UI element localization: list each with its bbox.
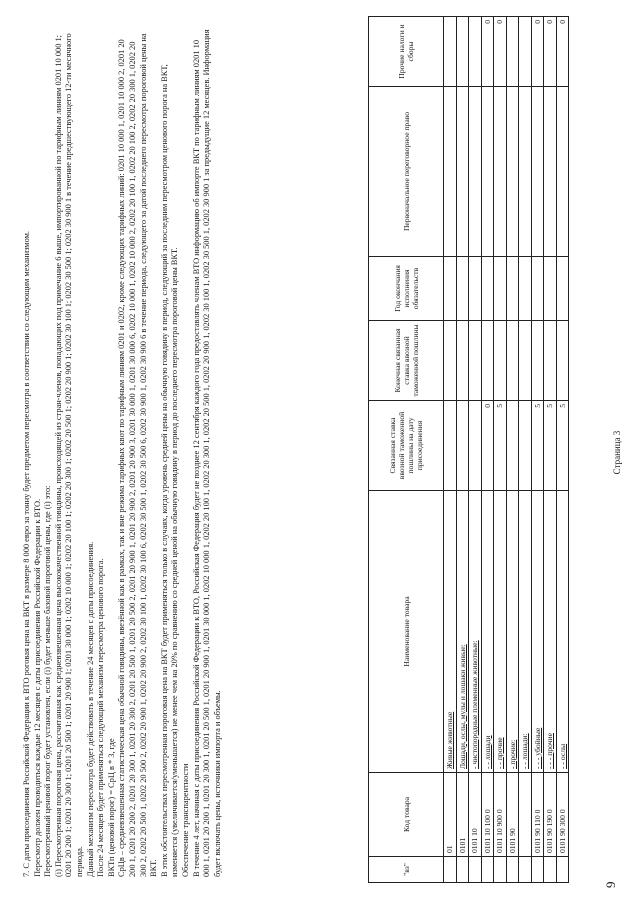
- header-inr: Первоначальное переговорное право: [369, 87, 444, 257]
- table-header-row: [369, 17, 444, 883]
- cell-year: [531, 257, 544, 321]
- cell-final-rate: [469, 321, 482, 401]
- cell-inr: [481, 87, 494, 257]
- cell-year: [456, 257, 469, 321]
- cell-inr: [469, 87, 482, 257]
- cell-name: - - - прочие: [544, 491, 557, 773]
- cell-other-duties: 0: [544, 17, 557, 87]
- cell-mark: [556, 857, 569, 883]
- cell-inr: [519, 87, 532, 257]
- page-number: 9: [603, 881, 618, 888]
- cell-other-duties: [444, 17, 457, 87]
- cell-year: [519, 257, 532, 321]
- paragraph: Данный механизм пересмотра будет действовать в течение 24 месяцев с даты присоединения.: [85, 541, 95, 877]
- table-row: [519, 17, 532, 883]
- cell-other-duties: [456, 17, 469, 87]
- cell-code: [519, 773, 532, 857]
- cell-name: - - лошади: [481, 491, 494, 773]
- cell-final-rate: [481, 321, 494, 401]
- cell-mark: [544, 857, 557, 883]
- cell-name: - - прочие: [494, 491, 507, 773]
- table-row: [506, 17, 519, 883]
- paragraph: СрЦв – средневзвешенная статистическая цена обычной говядины, ввезённой как в рамках, так и вне режима тарифных квот по тарифным линиям 0201 и 0202, кроме следующих тарифных линий: 0201 10 000 1, 0201 10 000 2, 0201 20 200 1, 0201 20 200 2, 0201 20 300 1, 0201 20 300 2, 0201 20 500 1, 0201 20 500 2, 0201 20 900 1, 0201 20 900 2, 0201 20 900 3, 0201 30 000 1, 0201 30 000 6, 0202 10 000 1, 0202 10 000 2, 0202 20 100 1, 0202 20 100 2, 0202 20 300 1, 0202 20 300 2, 0202 20 500 1, 0202 20 500 2, 0202 20 900 1, 0202 20 900 2, 0202 30 100 1, 0202 30 100 6, 0202 30 500 1, 0202 30 500 6, 0202 30 900 1, 0202 30 900 6 в течение периода, следующего за датой последнего пересмотра пороговой цены на ВКТ.: [117, 33, 159, 877]
- table-row: [444, 17, 457, 883]
- cell-other-duties: [506, 17, 519, 87]
- cell-bound-rate: [469, 401, 482, 491]
- page-footer: Страница 3: [612, 430, 622, 475]
- cell-other-duties: [519, 17, 532, 87]
- paragraph: Пересмотренный ценовой порог будет установлен, если (i) будет меньше базовой пороговой цены, где (i) это:: [43, 485, 53, 877]
- cell-mark: [519, 857, 532, 883]
- paragraph: После 24 месяцев будет применяться следующий механизм пересмотра ценового порога.: [96, 558, 106, 877]
- header-name: Наименование товара: [369, 491, 444, 773]
- cell-year: [444, 257, 457, 321]
- paragraph: ВКТп (ценовой порог) = СрЦ в * 3, где: [106, 738, 116, 877]
- cell-name: Лошади, ослы, мулы и лошаки живые:: [456, 491, 469, 773]
- table-row: [456, 17, 469, 883]
- cell-final-rate: [531, 321, 544, 401]
- body-text: [22, 27, 223, 877]
- cell-year: [494, 257, 507, 321]
- cell-code: 0101 90 190 0: [544, 773, 557, 857]
- header-mark: "вз": [369, 857, 444, 883]
- cell-code: 0101 10 100 0: [481, 773, 494, 857]
- cell-other-duties: [469, 17, 482, 87]
- cell-final-rate: [556, 321, 569, 401]
- cell-other-duties: 0: [531, 17, 544, 87]
- cell-code: 0101 90 110 0: [531, 773, 544, 857]
- table-row: [556, 17, 569, 883]
- cell-final-rate: [544, 321, 557, 401]
- cell-inr: [544, 87, 557, 257]
- tariff-table: [368, 16, 569, 883]
- cell-name: - - - убойные: [531, 491, 544, 773]
- paragraph: (i) Пересмотренная пороговая цена, рассчитанная как средневзвешенная цена высококачественной говядины, происходящей из стран-членов, попадающих под примечание 6 выше, импортированной по тарифным линиям 0201 10 000 1; 0201 20 200 1; 0201 20 300 1; 0201 20 500 1; 0201 20 900 1; 0201 30 000 1; 0202 10 000 1; 0202 20 100 1; 0202 20 300 1; 0202 20 500 1; 0202 20 900 1; 0202 30 100 1; 0202 30 500 1; 0202 30 900 1 в течение предшествующего 12-ти месячного периода.: [53, 33, 84, 877]
- cell-code: 0101 10 900 0: [494, 773, 507, 857]
- cell-inr: [506, 87, 519, 257]
- cell-bound-rate: [456, 401, 469, 491]
- cell-other-duties: 0: [494, 17, 507, 87]
- cell-mark: [444, 857, 457, 883]
- cell-final-rate: [494, 321, 507, 401]
- cell-code: 0101: [456, 773, 469, 857]
- cell-inr: [556, 87, 569, 257]
- header-final-rate: Конечная связанная ставка ввозной таможенной пошлины: [369, 321, 444, 401]
- cell-name: - - лошади:: [519, 491, 532, 773]
- cell-final-rate: [519, 321, 532, 401]
- cell-inr: [494, 87, 507, 257]
- cell-code: 0101 90: [506, 773, 519, 857]
- paragraph: 7. С даты присоединения Российской Федерации к ВТО роговая цена на ВКТ в размере 8 000 евро за тонну будет предметом пересмотра в соответствии со следующим механизмом.: [22, 230, 31, 877]
- header-year: Год окончания исполнения обязательств: [369, 257, 444, 321]
- cell-bound-rate: 5: [544, 401, 557, 491]
- cell-mark: [531, 857, 544, 883]
- cell-name: - чистопородные племенные животные:: [469, 491, 482, 773]
- cell-bound-rate: [506, 401, 519, 491]
- cell-bound-rate: [519, 401, 532, 491]
- header-code: Код товара: [369, 773, 444, 857]
- cell-bound-rate: 0: [481, 401, 494, 491]
- table-body: [444, 17, 569, 883]
- cell-final-rate: [444, 321, 457, 401]
- cell-code: 01: [444, 773, 457, 857]
- cell-bound-rate: [444, 401, 457, 491]
- cell-other-duties: 0: [556, 17, 569, 87]
- header-bound-rate: Связанная ставка ввозной таможенной пошлины на дату присоединения: [369, 401, 444, 491]
- cell-code: 0101 90 300 0: [556, 773, 569, 857]
- paragraph: Пересмотр должен проводиться каждые 12 месяцев с даты присоединения Российской Федерации к ВТО.: [32, 498, 42, 877]
- cell-year: [469, 257, 482, 321]
- cell-other-duties: 0: [481, 17, 494, 87]
- cell-name: Живые животные: [444, 491, 457, 773]
- cell-year: [506, 257, 519, 321]
- cell-inr: [531, 87, 544, 257]
- cell-bound-rate: 5: [531, 401, 544, 491]
- cell-mark: [506, 857, 519, 883]
- cell-mark: [469, 857, 482, 883]
- cell-bound-rate: 5: [556, 401, 569, 491]
- cell-code: 0101 10: [469, 773, 482, 857]
- cell-bound-rate: 5: [494, 401, 507, 491]
- header-other-duties: Прочие налоги и сборы: [369, 17, 444, 87]
- table-row: [531, 17, 544, 883]
- cell-mark: [456, 857, 469, 883]
- cell-inr: [444, 87, 457, 257]
- cell-name: - - ослы: [556, 491, 569, 773]
- table-row: [469, 17, 482, 883]
- table-row: [544, 17, 557, 883]
- paragraph: Обеспечение транспарентности: [180, 763, 190, 877]
- cell-year: [544, 257, 557, 321]
- cell-final-rate: [456, 321, 469, 401]
- cell-name: - прочие:: [506, 491, 519, 773]
- cell-inr: [456, 87, 469, 257]
- paragraph: В этих обстоятельствах пересмотренная пороговая цена на ВКТ будет применяться только в случаях, когда уровень средней цены на обычную говядину в период, следующий за последним пересмотром ценового порога на ВКТ, изменяется (увеличивается/уменьшается) не менее чем на 20% по сравнению со средней ценой на обычную говядину в период до последнего пересмотра пороговой цены ВКТ.: [159, 64, 180, 877]
- cell-final-rate: [506, 321, 519, 401]
- cell-mark: [481, 857, 494, 883]
- table-row: [494, 17, 507, 883]
- cell-year: [481, 257, 494, 321]
- cell-mark: [494, 857, 507, 883]
- paragraph: В течение 4 лет, начиная с даты присоединения Российской Федерации к ВТО, Российская Федерация будет не позднее 12 сентября каждого года предоставлять членам ВТО информацию об импорте ВКТ по тарифным линиям 0201 10 000 1, 0201 20 200 1, 0201 20 300 1, 0201 20 500 1, 0201 20 900 1, 0201 30 000 1, 0202 10 000 1, 0202 20 100 1, 0202 20 300 1, 0202 20 500 1, 0202 20 900 1, 0202 30 100 1, 0202 30 500 1, 0202 30 900 1 за предыдущие 12 месяцев. Информация будет включать цены, источники импорта и объемы.: [191, 29, 222, 877]
- cell-year: [556, 257, 569, 321]
- table-row: [481, 17, 494, 883]
